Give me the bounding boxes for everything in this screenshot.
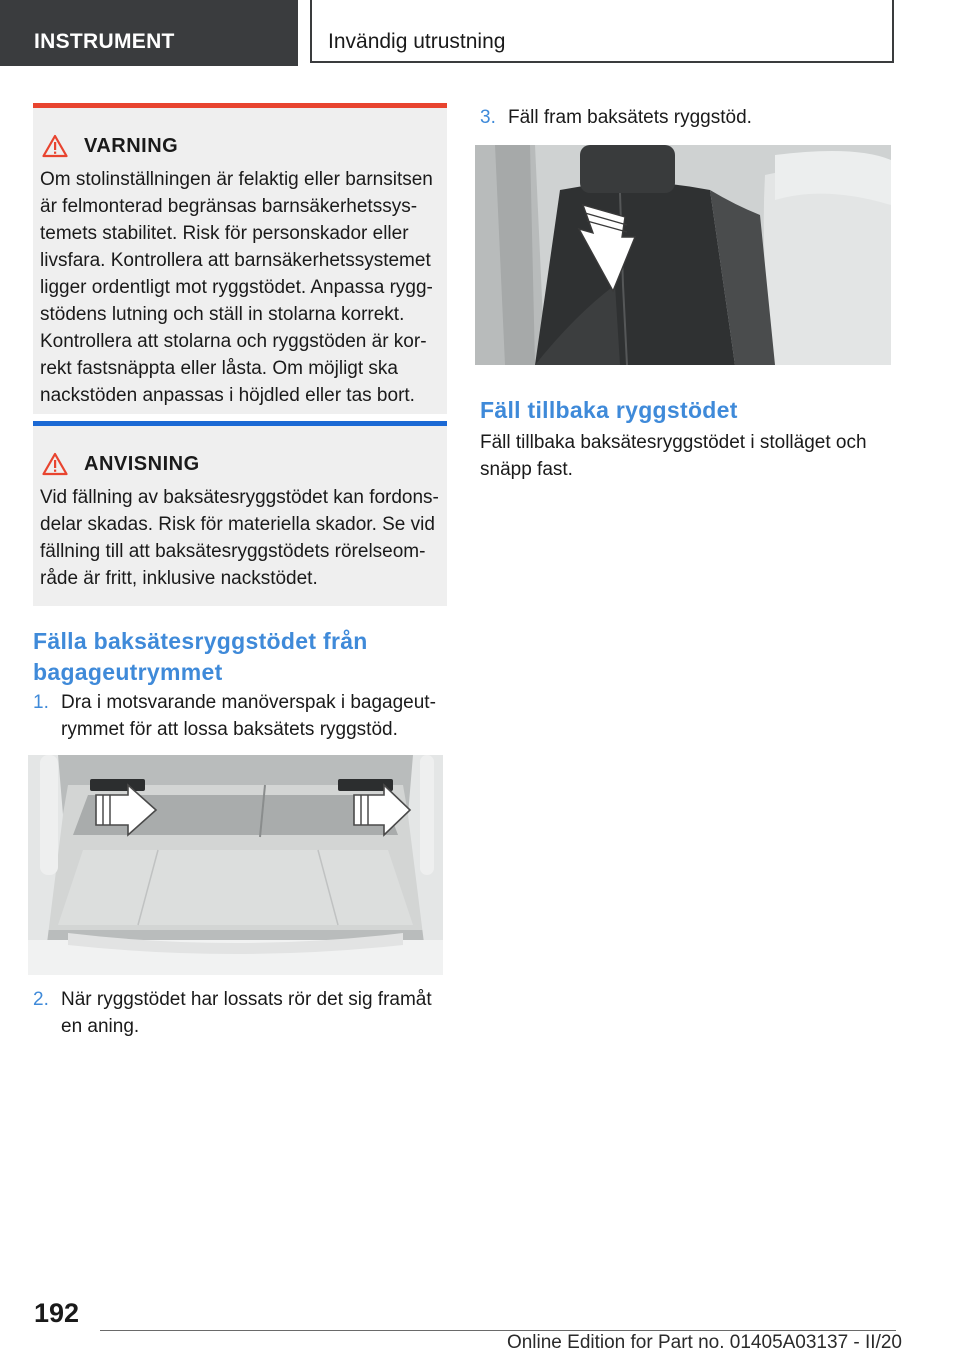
section2-text — [480, 429, 894, 483]
footer-divider — [100, 1330, 896, 1331]
notice-text — [40, 484, 441, 592]
step-2 — [33, 986, 447, 1042]
warning-line: stödens lutning och ställ in stolarna korrekt. — [40, 304, 405, 325]
header-chapter-tab — [310, 0, 894, 63]
step-3 — [480, 104, 894, 132]
header-chapter-label: Invändig utrustning — [328, 30, 506, 53]
step-number: 1. — [33, 692, 49, 713]
warning-line: livsfara. Kontrollera att barnsäkerhetssystemet — [40, 250, 431, 271]
footer-edition: Online Edition for Part no. 01405A03137 - II/20 — [506, 1332, 902, 1353]
notice-title: ANVISNING — [84, 452, 200, 475]
notice-header — [42, 452, 200, 476]
step-line: När ryggstödet har lossats rör det sig framåt — [61, 989, 432, 1010]
step-text — [508, 104, 752, 131]
paragraph-line: snäpp fast. — [480, 459, 573, 480]
notice-triangle-icon — [42, 452, 68, 476]
warning-header — [42, 134, 178, 158]
notice-line: fällning till att baksätesryggstödets rörelseom- — [40, 541, 426, 562]
warning-triangle-icon — [42, 134, 68, 158]
step-line: rymmet för att lossa baksätets ryggstöd. — [61, 719, 398, 740]
warning-line: Kontrollera att stolarna och ryggstöden är kor- — [40, 331, 427, 352]
notice-line: råde är fritt, inklusive nackstödet. — [40, 568, 318, 589]
page-number: 192 — [34, 1298, 80, 1328]
step-number: 2. — [33, 989, 49, 1010]
section-heading-fold-back: Fäll tillbaka ryggstödet — [480, 397, 738, 423]
step-line: Dra i motsvarande manöverspak i bagageut- — [61, 692, 436, 713]
warning-box — [33, 103, 447, 414]
paragraph-line: Fäll tillbaka baksätesryggstödet i stolläget och — [480, 432, 867, 453]
header-section-tab — [0, 0, 298, 66]
header-section-label: INSTRUMENT — [34, 30, 175, 53]
warning-line: Om stolinställningen är felaktig eller barnsitsen — [40, 169, 433, 190]
warning-line: ligger ordentligt mot ryggstödet. Anpassa rygg- — [40, 277, 433, 298]
trunk-release-lever-figure — [28, 755, 443, 975]
notice-box — [33, 421, 447, 606]
notice-line: Vid fällning av baksätesryggstödet kan fordons- — [40, 487, 439, 508]
step-line: en aning. — [61, 1016, 140, 1037]
warning-line: rekt fastsnäppta eller låsta. Om möjligt ska — [40, 358, 398, 379]
notice-line: delar skadas. Risk för materiella skador. Se vid — [40, 514, 435, 535]
heading-line: bagageutrymmet — [33, 659, 223, 685]
step-number: 3. — [480, 107, 496, 128]
fold-seat-backrest-figure — [475, 145, 891, 365]
step-1 — [33, 689, 447, 745]
heading-line: Fälla baksätesryggstödet från — [33, 628, 368, 654]
step-text — [61, 986, 432, 1040]
warning-text — [40, 166, 441, 409]
step-text — [61, 689, 436, 743]
warning-line: temets stabilitet. Risk för personskador eller — [40, 223, 409, 244]
warning-title: VARNING — [84, 134, 179, 157]
step-line: Fäll fram baksätets ryggstöd. — [508, 107, 752, 128]
warning-line: nackstöden anpassas i höjdled eller tas bort. — [40, 385, 415, 406]
warning-line: är felmonterad begränsas barnsäkerhetssys- — [40, 196, 418, 217]
section-heading-fold-from-trunk — [33, 626, 368, 688]
